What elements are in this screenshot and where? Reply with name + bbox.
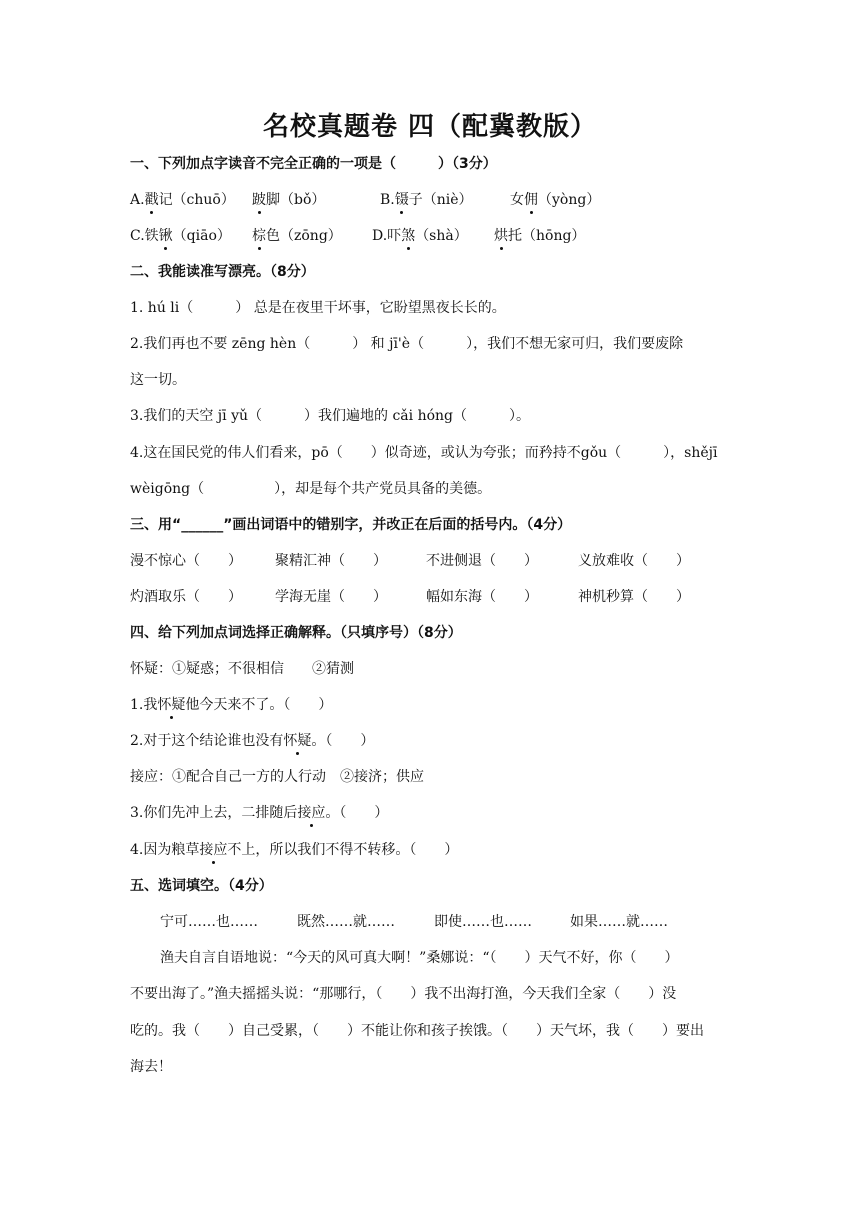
q4-sentence-3: 3.你们先冲上去，二排随后接应。（ ）: [130, 805, 389, 821]
q3-word: 不进侧退（ ）: [426, 553, 538, 569]
q5-passage-line-2: 不要出海了。”渔夫摇摇头说：“那哪行，（ ）我不出海打渔，今天我们全家（ ）没: [130, 986, 677, 1002]
q5-passage-line-1: 渔夫自言自语地说：“今天的风可真大啊！”桑娜说：“（ ）天气不好，你（ ）: [160, 950, 679, 966]
q4-sentence-2: 2.对于这个结论谁也没有怀疑。（ ）: [130, 733, 375, 749]
q4-heading: 四、给下列加点词选择正确解释。（只填序号）（8分）: [130, 625, 462, 641]
q5-option: 既然……就……: [297, 914, 395, 930]
q1-option-b-2: 女佣（yòng）: [510, 192, 601, 208]
q2-item-2: 2.我们再也不要 zēng hèn（ ） 和 jī'è（ ），我们不想无家可归，我们要废除: [130, 336, 684, 352]
page-title: 名校真题卷 四（配冀教版）: [262, 112, 598, 142]
q1-option-b-1: B.镊子（niè）: [380, 192, 473, 208]
q5-option: 宁可……也……: [160, 914, 258, 930]
q3-heading: 三、用“______”画出词语中的错别字，并改正在后面的括号内。（4分）: [130, 517, 572, 533]
q1-option-c-1: C.铁锹（qiāo）: [130, 228, 231, 244]
q5-option: 即使……也……: [434, 914, 532, 930]
q4-sentence-1: 1.我怀疑他今天来不了。（ ）: [130, 697, 333, 713]
q3-word: 神机秒算（ ）: [578, 589, 690, 605]
q4-sentence-4: 4.因为粮草接应不上，所以我们不得不转移。（ ）: [130, 842, 459, 858]
q2-item-3: 3.我们的天空 jī yǔ（ ）我们遍地的 cǎi hóng（ ）。: [130, 408, 530, 424]
q3-word: 幅如东海（ ）: [426, 589, 538, 605]
q2-heading: 二、我能读准写漂亮。（8分）: [130, 264, 315, 280]
q5-heading: 五、选词填空。（4分）: [130, 878, 273, 894]
q2-item-1: 1. hú li（ ） 总是在夜里干坏事，它盼望黑夜长长的。: [130, 300, 506, 316]
q2-item-4: 4.这在国民党的伟人们看来，pō（ ）似奇迹，或认为夸张；而矜持不gǒu（ ），shějī: [130, 445, 718, 461]
q5-passage-line-4: 海去！: [130, 1059, 172, 1075]
q3-word: 学海无崖（ ）: [275, 589, 387, 605]
q4-definition-1: 怀疑：①疑惑；不很相信 ②猜测: [130, 661, 354, 677]
q1-option-a-2: 跛脚（bǒ）: [252, 192, 326, 208]
q3-word: 漫不惊心（ ）: [130, 553, 242, 569]
q5-passage-line-3: 吃的。我（ ）自己受累，（ ）不能让你和孩子挨饿。（ ）天气坏，我（ ）要出: [130, 1023, 704, 1039]
q2-item-4-continued: wèigōng（ ），却是每个共产党员具备的美德。: [130, 481, 492, 497]
q3-word: 灼酒取乐（ ）: [130, 589, 242, 605]
q3-word: 义放难收（ ）: [578, 553, 690, 569]
q1-heading: 一、下列加点字读音不完全正确的一项是（ ）（3分）: [130, 156, 497, 172]
q4-definition-2: 接应：①配合自己一方的人行动 ②接济；供应: [130, 769, 424, 785]
q1-option-d-1: D.吓煞（shà）: [372, 228, 468, 244]
q5-option: 如果……就……: [570, 914, 668, 930]
q1-option-d-2: 烘托（hōng）: [494, 228, 586, 244]
q1-option-a-1: A.戳记（chuō）: [130, 192, 235, 208]
q1-option-c-2: 棕色（zōng）: [252, 228, 342, 244]
q2-item-2-continued: 这一切。: [130, 372, 186, 388]
q3-word: 聚精汇神（ ）: [275, 553, 387, 569]
